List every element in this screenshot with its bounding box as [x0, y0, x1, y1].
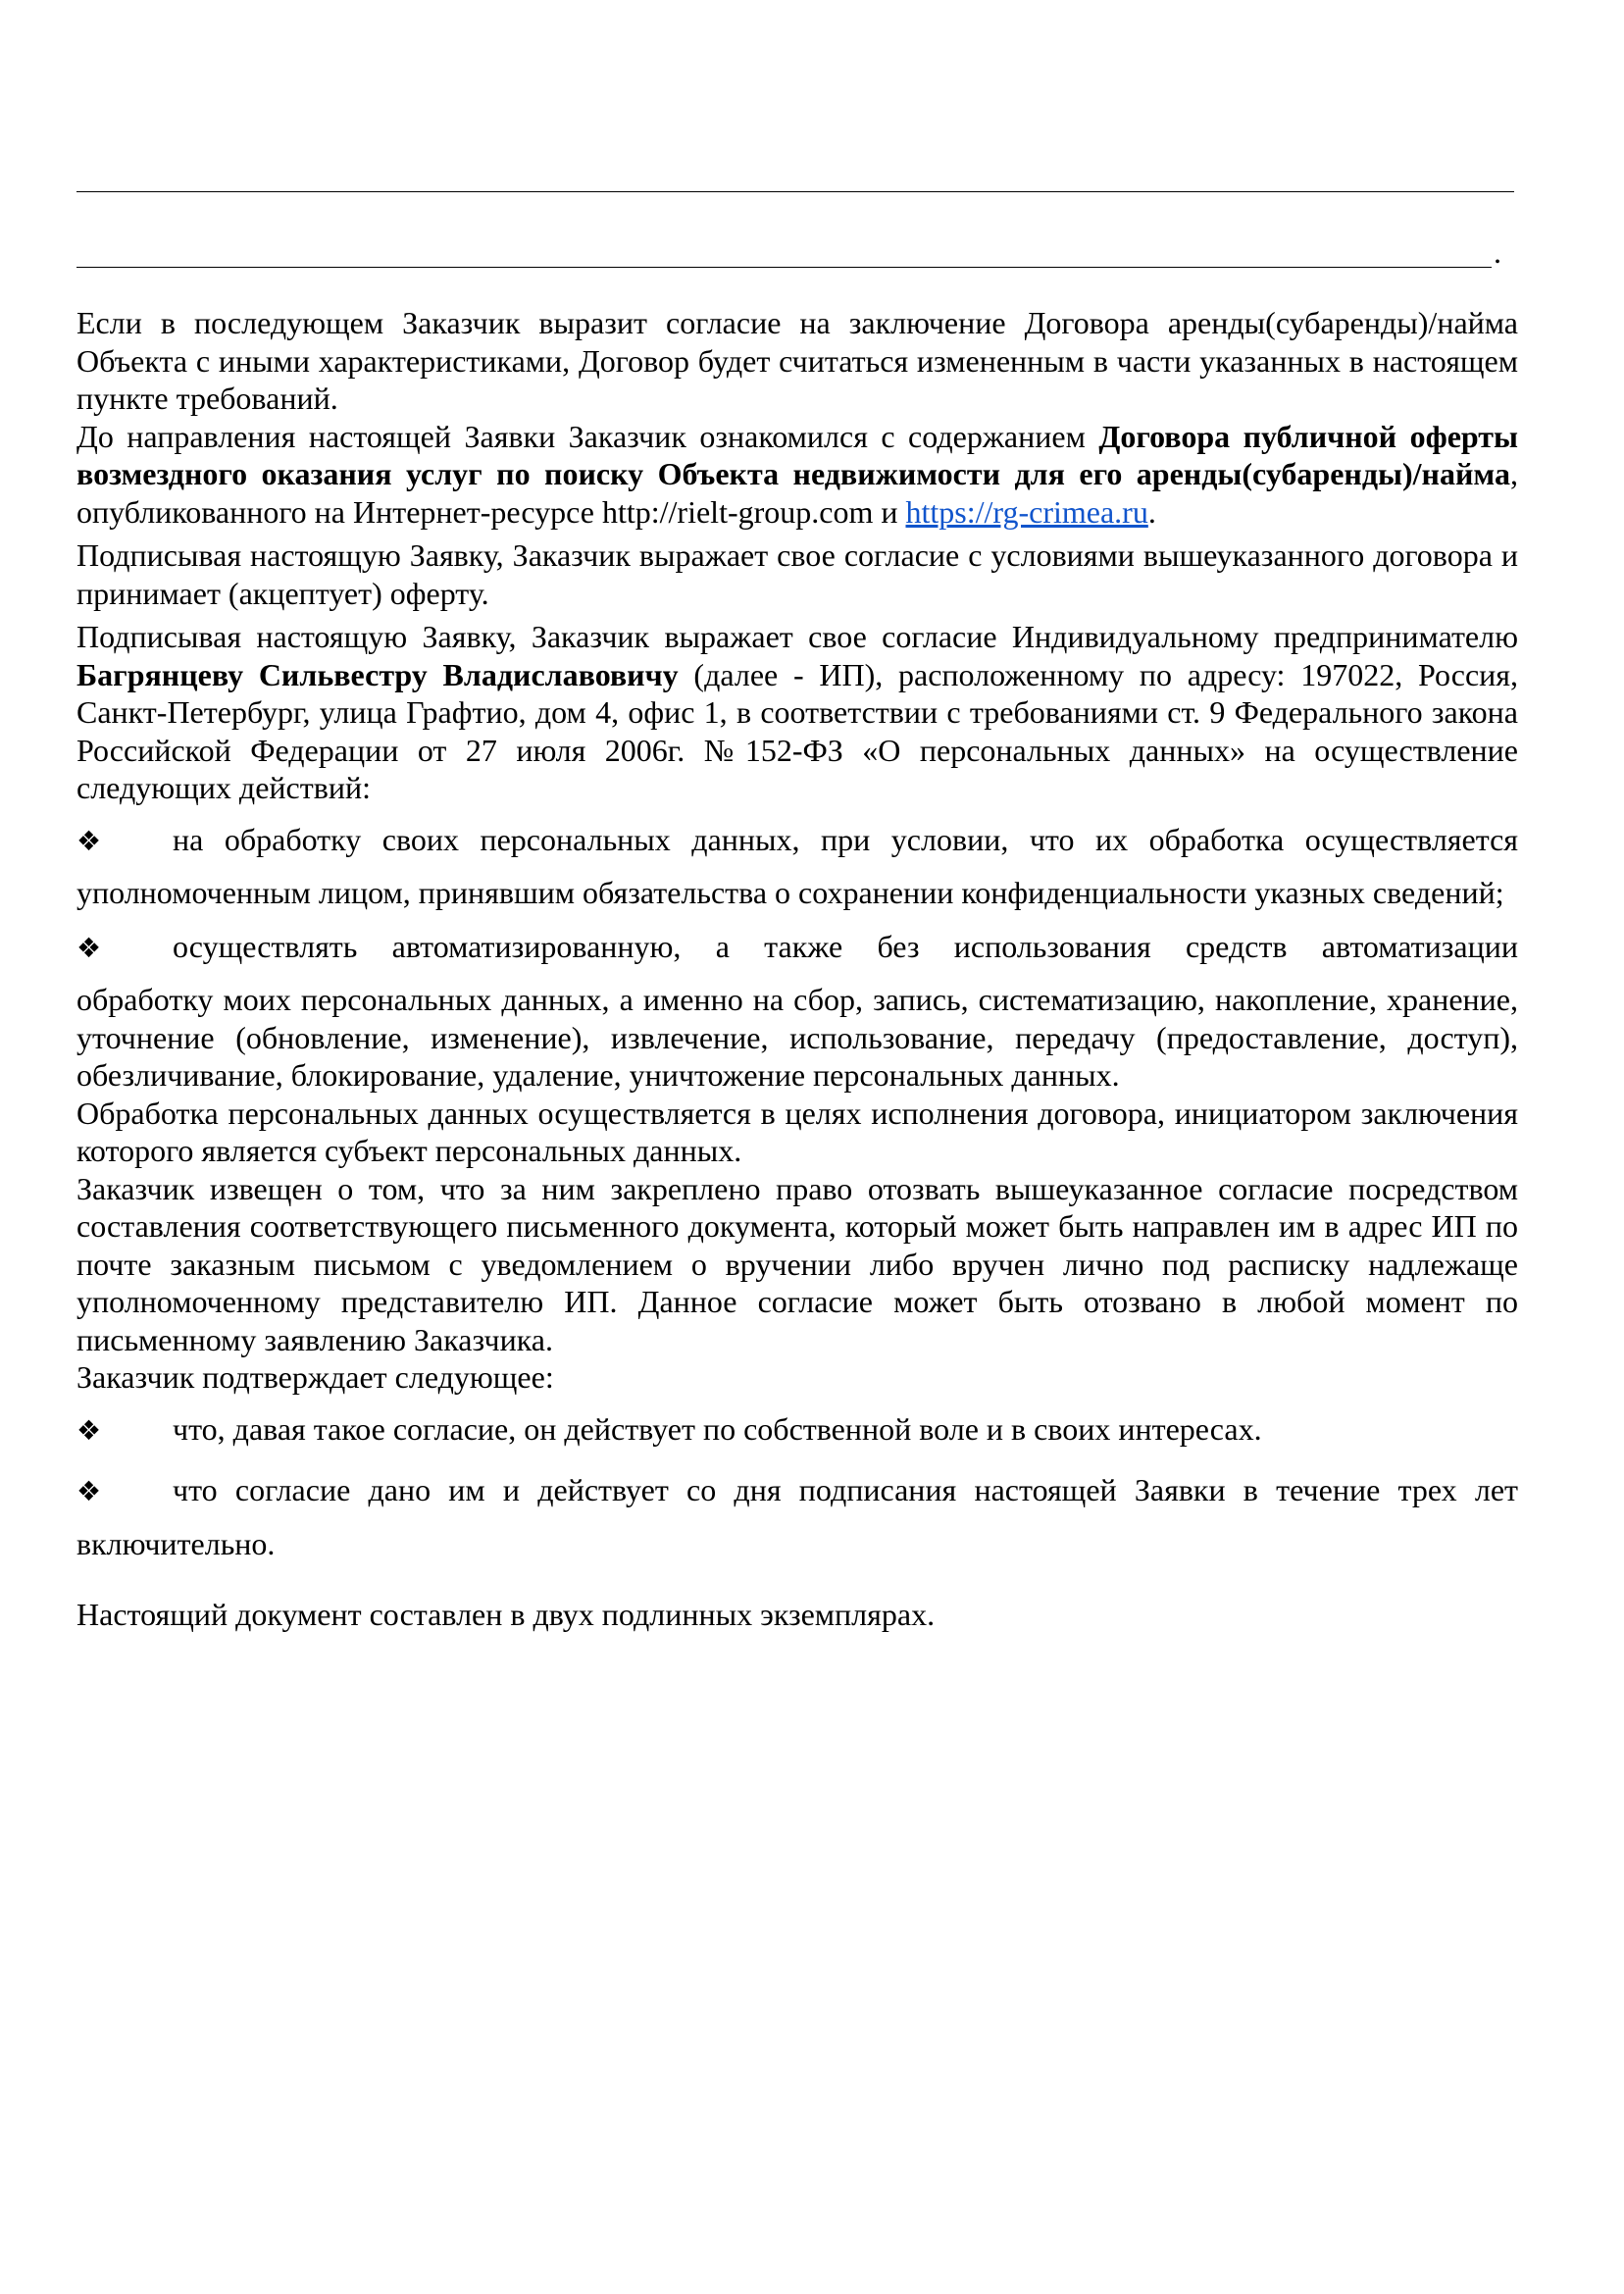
paragraph-personal-data-consent [76, 618, 1518, 807]
entrepreneur-name: Багрянцеву Сильвестру Владиславовичу [76, 656, 679, 692]
diamond-bullet-icon: ❖ [76, 1413, 102, 1447]
blank-fill-line-1 [76, 191, 1514, 192]
paragraph-offer-acknowledgement [76, 418, 1518, 532]
bullet-4-continuation: включительно. [76, 1525, 276, 1561]
consent-details-text: (далее - ИП), расположенному по адресу: 197022, Россия, Санкт-Петербург, улица Графтио, дом 4, офис 1, в соответствии с требованиями ст. 9 Федерального закона Российской Федерации от 27 июля 2006г. №152-ФЗ «О персональных данных» на осуществление следующих действий: [76, 656, 1519, 805]
diamond-bullet-icon: ❖ [76, 1475, 102, 1507]
offer-published-text: , опубликованного на Интернет-ресурсе http://rielt-group.com и [76, 456, 1518, 530]
list-item [76, 1471, 1518, 1562]
blank-fill-line-2 [76, 267, 1492, 268]
diamond-bullet-icon: ❖ [76, 824, 102, 857]
rg-crimea-link[interactable]: https://rg-crimea.ru [905, 493, 1148, 530]
paragraph-processing-purpose: Обработка персональных данных осуществляется в целях исполнения договора, инициатором заключения которого является субъект персональных данных. [76, 1095, 1518, 1168]
offer-intro-text: До направления настоящей Заявки Заказчик ознакомился с содержанием [76, 418, 1099, 454]
bullet-4-first-line: что согласие дано им и действует со дня подписания настоящей Заявки в течение трех лет [173, 1472, 1518, 1507]
bullet-1-first-line: на обработку своих персональных данных, при условии, что их обработка осуществляется [173, 821, 1518, 857]
list-item [76, 1410, 1518, 1451]
paragraph-offer-acceptance: Подписывая настоящую Заявку, Заказчик выражает свое согласие с условиями вышеуказанного договора и принимает (акцептует) оферту. [76, 537, 1518, 611]
bullet-1-continuation: уполномоченным лицом, принявшим обязательства о сохранении конфиденциальности указных сведений; [76, 875, 1504, 910]
bullet-2-continuation: обработку моих персональных данных, а именно на сбор, запись, систематизацию, накопление, хранение, уточнение (обновление, изменение), извлечение, использование, передачу (предоставление, доступ), обезличивание, блокирование, удаление, уничтожение персональных данных. [76, 982, 1518, 1093]
paragraph-consent-withdrawal: Заказчик извещен о том, что за ним закреплено право отозвать вышеуказанное согласие посредством составления соответствующего письменного документа, который может быть направлен им в адрес ИП по почте заказным письмом с уведомлением о вручении либо вручен лично под расписку надлежаще уполномоченному представителю ИП. Данное согласие может быть отозвано в любой момент по письменному заявлению Заказчика. [76, 1170, 1518, 1357]
consent-intro-text: Подписывая настоящую Заявку, Заказчик выражает свое согласие Индивидуальному предпринимателю [76, 619, 1518, 654]
offer-end-period: . [1147, 493, 1156, 530]
list-item [76, 821, 1518, 912]
bullet-2-first-line: осуществлять автоматизированную, а также без использования средств автоматизации [173, 928, 1518, 964]
blank-line-end-period: . [1494, 234, 1501, 270]
paragraph-customer-confirms: Заказчик подтверждает следующее: [76, 1359, 554, 1395]
diamond-bullet-icon: ❖ [76, 931, 102, 964]
paragraph-copies-statement: Настоящий документ составлен в двух подлинных экземплярах. [76, 1597, 936, 1632]
document-body [76, 304, 1518, 1634]
offer-contract-title: Договора публичной оферты возмездного оказания услуг по поиску Объекта недвижимости для его аренды(субаренды)/найма [76, 418, 1519, 491]
bullet-3-text: что, давая такое согласие, он действует по собственной воле и в своих интересах. [173, 1410, 1262, 1447]
paragraph-changed-terms: Если в последующем Заказчик выразит согласие на заключение Договора аренды(субаренды)/найма Объекта с иными характеристиками, Договор будет считаться измененным в части указанных в настоящем пункте требований. [76, 305, 1518, 416]
list-item [76, 928, 1518, 1095]
